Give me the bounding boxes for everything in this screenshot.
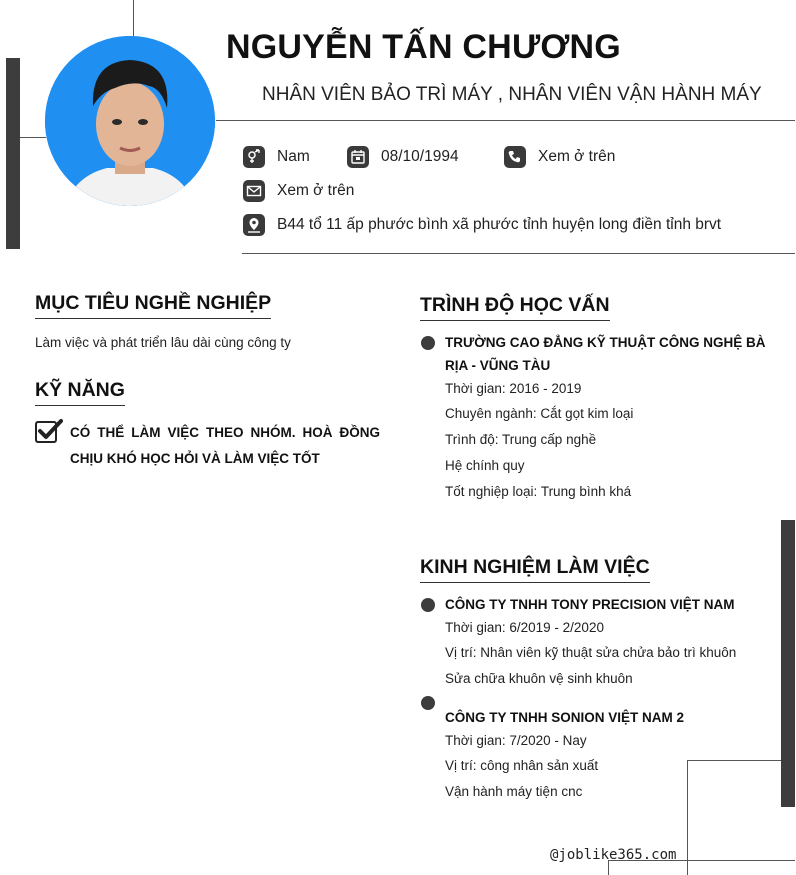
- calendar-icon: [347, 146, 369, 168]
- school-name-line1: TRƯỜNG CAO ĐẲNG KỸ THUẬT CÔNG NGHỆ BÀ: [445, 335, 766, 350]
- decor-line-left: [20, 137, 46, 138]
- job-title: NHÂN VIÊN BẢO TRÌ MÁY , NHÂN VIÊN VẬN HÀNH MÁY: [262, 84, 762, 105]
- education-mode: Hệ chính quy: [445, 458, 525, 473]
- education-heading: TRÌNH ĐỘ HỌC VẤN: [420, 294, 610, 321]
- phone-value: Xem ở trên: [538, 148, 616, 165]
- address-value: B44 tổ 11 ấp phước bình xã phước tỉnh huyện long điền tỉnh brvt: [277, 216, 722, 233]
- decor-line-br-h: [687, 760, 781, 761]
- info-gender: [243, 146, 310, 168]
- skill-item: CÓ THỂ LÀM VIỆC THEO NHÓM. HOÀ ĐỒNG CHỊU KHÓ HỌC HỎI VÀ LÀM VIỆC TỐT: [70, 425, 380, 466]
- info-phone: [504, 146, 615, 168]
- education-time: Thời gian: 2016 - 2019: [445, 381, 582, 396]
- gender-value: Nam: [277, 148, 310, 165]
- job-position: Vị trí: Nhân viên kỹ thuật sửa chửa bảo trì khuôn: [445, 645, 737, 660]
- decor-bar-left: [6, 58, 20, 249]
- job-task: Sửa chữa khuôn vệ sinh khuôn: [445, 671, 633, 686]
- checkbox-checked-icon: [35, 418, 63, 444]
- education-bullet: [421, 336, 435, 350]
- education-level: Trình độ: Trung cấp nghề: [445, 432, 597, 447]
- watermark-link[interactable]: @joblike365.com: [550, 847, 677, 863]
- info-divider: [242, 253, 795, 254]
- education-major: Chuyên ngành: Cắt gọt kim loại: [445, 406, 634, 421]
- job-time: Thời gian: 6/2019 - 2/2020: [445, 620, 604, 635]
- job-task: Vận hành máy tiện cnc: [445, 784, 583, 799]
- phone-icon: [504, 146, 526, 168]
- info-email: [243, 180, 354, 202]
- decor-bar-right: [781, 520, 795, 807]
- birthday-value: 08/10/1994: [381, 148, 459, 165]
- email-value: Xem ở trên: [277, 182, 355, 199]
- location-icon: [243, 214, 265, 236]
- header-divider: [216, 120, 795, 121]
- job-company: CÔNG TY TNHH SONION VIỆT NAM 2: [445, 710, 685, 725]
- objective-heading: MỤC TIÊU NGHỀ NGHIỆP: [35, 292, 271, 319]
- gender-icon: [243, 146, 265, 168]
- job-bullet: [421, 598, 435, 612]
- school-name-line2: RỊA - VŨNG TÀU: [445, 358, 551, 373]
- info-birthday: [347, 146, 459, 168]
- objective-text: Làm việc và phát triển lâu dài cùng công ty: [35, 335, 291, 350]
- job-company: CÔNG TY TNHH TONY PRECISION VIỆT NAM: [445, 597, 735, 612]
- experience-heading: KINH NGHIỆM LÀM VIỆC: [420, 556, 650, 583]
- avatar: [45, 36, 215, 206]
- job-time: Thời gian: 7/2020 - Nay: [445, 733, 587, 748]
- info-address: [243, 214, 721, 236]
- candidate-name: NGUYỄN TẤN CHƯƠNG: [226, 28, 621, 66]
- education-grade: Tốt nghiệp loại: Trung bình khá: [445, 484, 632, 499]
- skills-heading: KỸ NĂNG: [35, 379, 125, 406]
- decor-line-top: [133, 0, 134, 36]
- job-position: Vị trí: công nhân sản xuất: [445, 758, 599, 773]
- email-icon: [243, 180, 265, 202]
- decor-line-br-v: [687, 760, 688, 875]
- job-bullet: [421, 696, 435, 710]
